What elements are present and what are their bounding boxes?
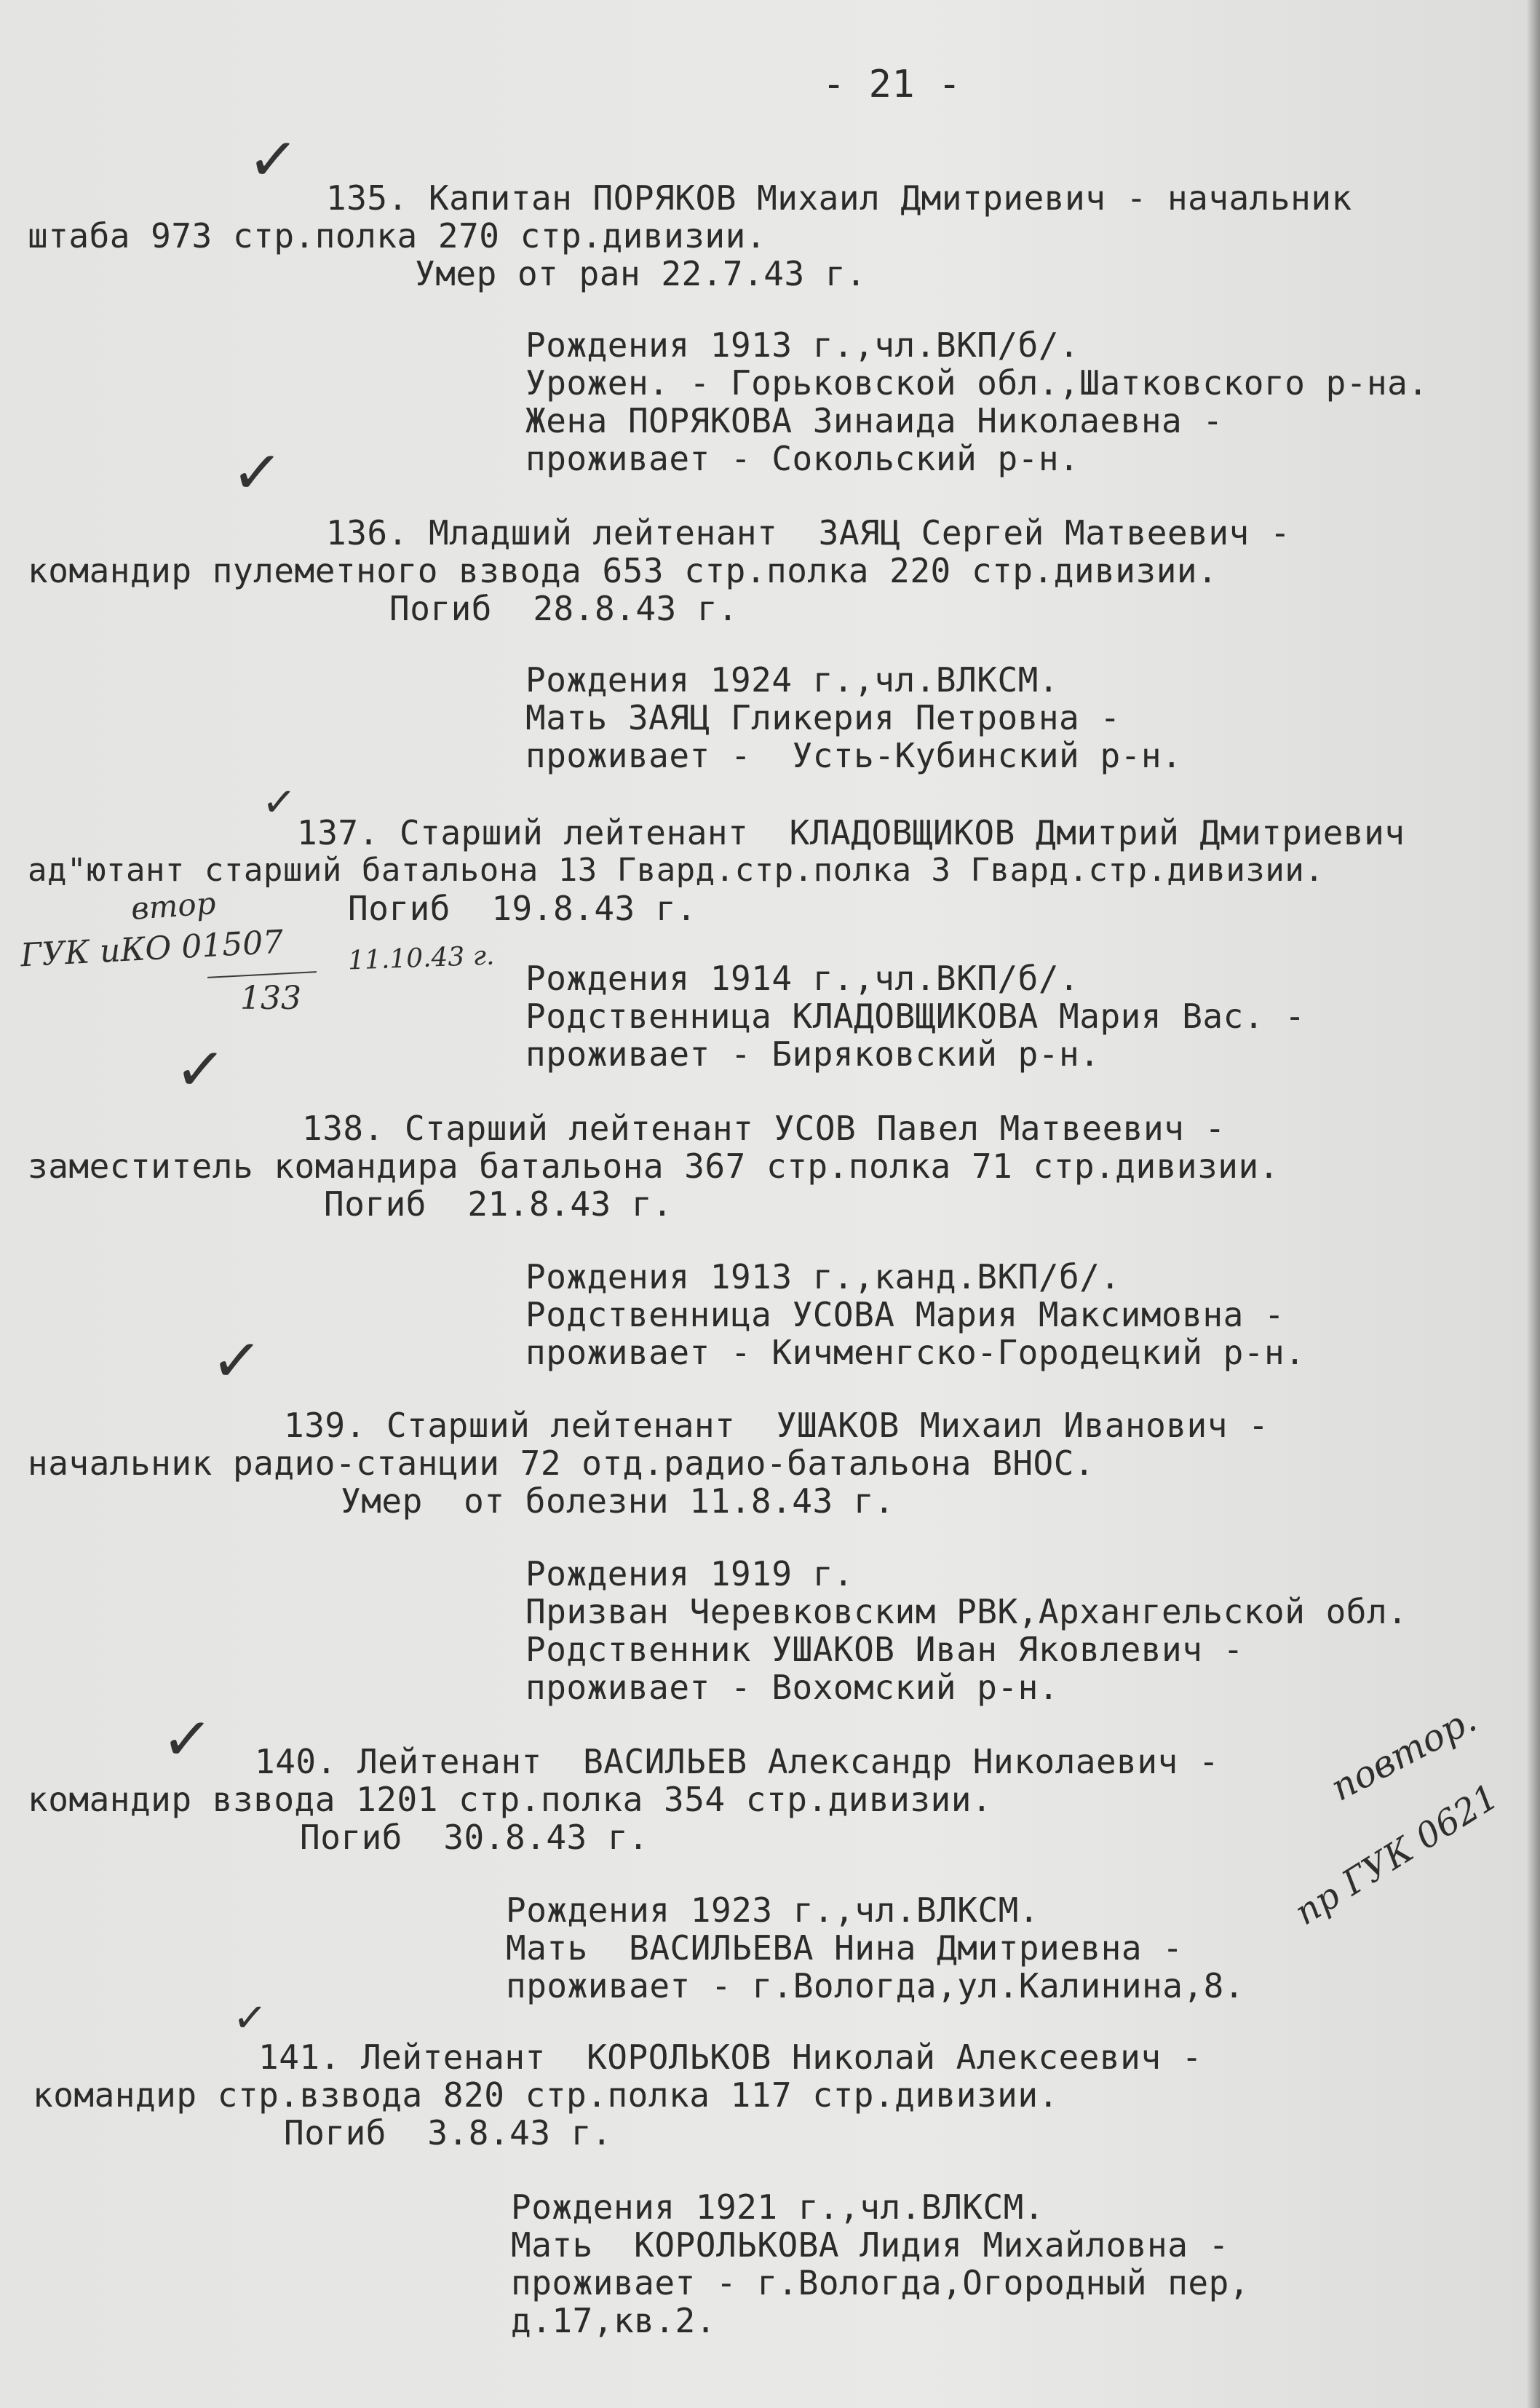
entry-139-status: Умер от болезни 11.8.43 г. xyxy=(341,1481,895,1521)
checkmark-icon: ✓ xyxy=(172,1031,229,1107)
entry-136-detail: проживает - Усть-Кубинский р-н. xyxy=(525,736,1183,775)
entry-141-title: 141. Лейтенант КОРОЛЬКОВ Николай Алексеевич - xyxy=(258,2037,1202,2077)
entry-135-detail: Рождения 1913 г.,чл.ВКП/б/. xyxy=(525,325,1080,365)
entry-140-status: Погиб 30.8.43 г. xyxy=(300,1818,649,1857)
handwritten-note: втор xyxy=(130,884,218,927)
checkmark-icon: ✓ xyxy=(159,1701,215,1777)
entry-141-unit: командир стр.взвода 820 стр.полка 117 стр.дивизии. xyxy=(33,2075,1059,2115)
entry-137-title: 137. Старший лейтенант КЛАДОВЩИКОВ Дмитрий Дмитриевич xyxy=(297,813,1405,852)
entry-141-detail: проживает - г.Вологда,Огородный пер, xyxy=(511,2263,1250,2302)
page-number: - 21 - xyxy=(822,63,961,106)
entry-138-detail: проживает - Кичменгско-Городецкий р-н. xyxy=(525,1333,1306,1372)
handwritten-note: 133 xyxy=(240,980,301,1017)
entry-138-detail: Родственница УСОВА Мария Максимовна - xyxy=(525,1295,1285,1334)
entry-140-detail: Рождения 1923 г.,чл.ВЛКСМ. xyxy=(506,1890,1040,1930)
handwritten-note: ГУК иКО 01507 xyxy=(19,923,285,975)
entry-139-detail: Родственник УШАКОВ Иван Яковлевич - xyxy=(525,1630,1244,1669)
entry-139-title: 139. Старший лейтенант УШАКОВ Михаил Иванович - xyxy=(284,1406,1269,1445)
entry-135-detail: Жена ПОРЯКОВА Зинаида Николаевна - xyxy=(525,401,1223,440)
entry-140-title: 140. Лейтенант ВАСИЛЬЕВ Александр Николаевич - xyxy=(255,1742,1220,1781)
entry-136-title: 136. Младший лейтенант ЗАЯЦ Сергей Матвеевич - xyxy=(326,513,1291,553)
entry-136-status: Погиб 28.8.43 г. xyxy=(389,589,739,628)
entry-135-title: 135. Капитан ПОРЯКОВ Михаил Дмитриевич - начальник xyxy=(326,178,1352,218)
entry-137-unit: ад"ютант старший батальона 13 Гвард.стр.полка 3 Гвард.стр.дивизии. xyxy=(28,852,1325,889)
entry-137-status: Погиб 19.8.43 г. xyxy=(348,889,697,928)
entry-137-detail: проживает - Биряковский р-н. xyxy=(525,1034,1100,1074)
handwritten-date: 11.10.43 г. xyxy=(347,940,496,976)
entry-135-unit: штаба 973 стр.полка 270 стр.дивизии. xyxy=(28,216,766,256)
checkmark-icon: ✓ xyxy=(245,122,301,197)
entry-140-detail: проживает - г.Вологда,ул.Калинина,8. xyxy=(506,1966,1245,2005)
checkmark-icon: ✓ xyxy=(208,1323,265,1398)
checkmark-icon: ✓ xyxy=(260,777,298,828)
handwritten-fraction-line xyxy=(207,971,317,978)
entry-141-detail: д.17,кв.2. xyxy=(511,2301,716,2340)
checkmark-icon: ✓ xyxy=(231,1993,269,2043)
entry-138-title: 138. Старший лейтенант УСОВ Павел Матвеевич - xyxy=(302,1109,1226,1148)
entry-135-detail: проживает - Сокольский р-н. xyxy=(525,439,1080,478)
entry-135-detail: Урожен. - Горьковской обл.,Шатковского р-на. xyxy=(525,363,1429,403)
entry-141-detail: Мать КОРОЛЬКОВА Лидия Михайловна - xyxy=(511,2225,1229,2265)
entry-139-unit: начальник радио-станции 72 отд.радио-батальона ВНОС. xyxy=(28,1443,1095,1483)
entry-139-detail: Рождения 1919 г. xyxy=(525,1554,854,1593)
handwritten-note: повтор. xyxy=(1324,1698,1483,1810)
entry-136-detail: Мать ЗАЯЦ Гликерия Петровна - xyxy=(525,698,1121,737)
entry-138-status: Погиб 21.8.43 г. xyxy=(324,1184,673,1224)
checkmark-icon: ✓ xyxy=(229,435,285,510)
entry-138-detail: Рождения 1913 г.,канд.ВКП/б/. xyxy=(525,1257,1121,1296)
entry-141-detail: Рождения 1921 г.,чл.ВЛКСМ. xyxy=(511,2187,1045,2227)
entry-140-detail: Мать ВАСИЛЬЕВА Нина Дмитриевна - xyxy=(506,1928,1183,1968)
entry-138-unit: заместитель командира батальона 367 стр.полка 71 стр.дивизии. xyxy=(28,1146,1279,1186)
entry-137-detail: Родственница КЛАДОВЩИКОВА Мария Вас. - xyxy=(525,997,1306,1036)
entry-140-unit: командир взвода 1201 стр.полка 354 стр.дивизии. xyxy=(28,1780,993,1819)
entry-137-detail: Рождения 1914 г.,чл.ВКП/б/. xyxy=(525,959,1080,998)
entry-139-detail: Призван Черевковским РВК,Архангельской обл. xyxy=(525,1592,1408,1631)
handwritten-note: пр ГУК 0621 xyxy=(1287,1776,1506,1933)
entry-141-status: Погиб 3.8.43 г. xyxy=(284,2113,613,2152)
entry-135-status: Умер от ран 22.7.43 г. xyxy=(415,254,867,293)
entry-139-detail: проживает - Вохомский р-н. xyxy=(525,1668,1060,1707)
entry-136-unit: командир пулеметного взвода 653 стр.полка 220 стр.дивизии. xyxy=(28,551,1218,590)
entry-136-detail: Рождения 1924 г.,чл.ВЛКСМ. xyxy=(525,660,1060,700)
page-edge-shadow xyxy=(1527,0,1540,2408)
